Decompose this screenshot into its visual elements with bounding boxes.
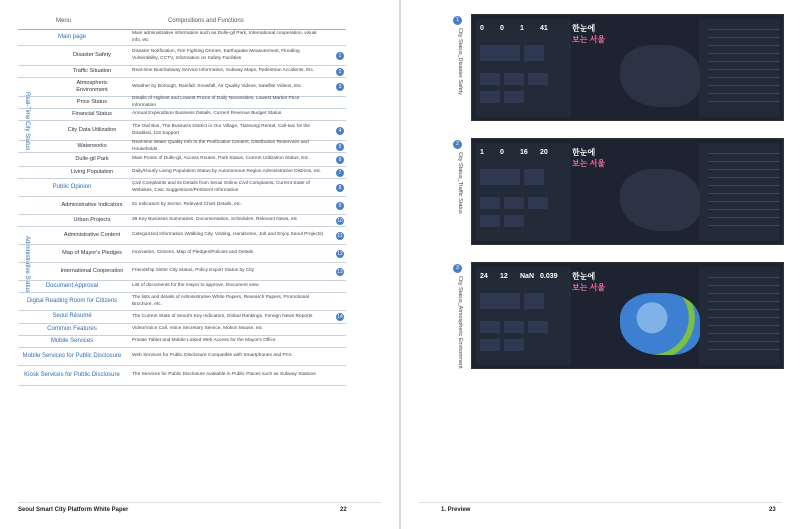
dashboard-title bbox=[572, 147, 605, 169]
stat-value: 1 bbox=[520, 25, 524, 32]
row-menu-name: City Data Utilization bbox=[67, 127, 117, 133]
row-menu-name: Kiosk Services for Public Disclosure bbox=[24, 371, 120, 378]
title-main: 한눈에 bbox=[572, 272, 596, 281]
table-row bbox=[18, 263, 346, 281]
news-line bbox=[708, 317, 780, 318]
news-line bbox=[708, 309, 780, 310]
row-number-badge: 5 bbox=[336, 143, 344, 151]
news-line bbox=[708, 185, 780, 186]
row-number-badge: 8 bbox=[336, 184, 344, 192]
row-number-badge: 1 bbox=[336, 52, 344, 60]
row-description: Weather by Borough, Rainfall, Snowfall, Air Quality Videos, Satellite Videos, Etc. bbox=[132, 83, 303, 89]
table-row bbox=[18, 366, 346, 386]
dashboard-title bbox=[572, 271, 605, 293]
row-number-badge: 6 bbox=[336, 156, 344, 164]
row-menu-name: Public Opinion bbox=[52, 183, 92, 190]
row-description: Main Points of Dulle-gil, Access Routes, Park Status, Current Utilization Status, Etc. bbox=[132, 156, 310, 162]
news-line bbox=[708, 277, 780, 278]
news-panel bbox=[699, 19, 779, 117]
table-row bbox=[18, 245, 346, 263]
news-line bbox=[708, 61, 780, 62]
table-header bbox=[18, 14, 346, 30]
info-box bbox=[524, 293, 544, 309]
info-box bbox=[524, 45, 544, 61]
footer-divider bbox=[18, 502, 381, 503]
row-menu-name: Seoul Résumé bbox=[52, 313, 92, 320]
row-description: Innovation, Citizens, Map of Pledges/Policies and Details bbox=[132, 250, 254, 256]
stat-value: NaN bbox=[520, 273, 535, 280]
row-menu-name: Living Population bbox=[70, 169, 114, 175]
row-menu-name: Mobile Services bbox=[50, 337, 94, 344]
table-row bbox=[18, 109, 346, 121]
info-box bbox=[480, 169, 520, 185]
info-box bbox=[480, 321, 500, 333]
row-menu-name: Map of Mayor's Pledges bbox=[62, 250, 122, 256]
row-menu-name: Mobile Services for Public Disclosure bbox=[22, 352, 122, 359]
table-row bbox=[18, 281, 346, 293]
news-line bbox=[708, 301, 780, 302]
row-description: Web Services for Public Disclosure Compatible with Smartphones and PCs bbox=[132, 353, 292, 359]
row-number-badge: 7 bbox=[336, 169, 344, 177]
preview-caption: City Status_Disaster Safety bbox=[457, 28, 463, 95]
info-box bbox=[480, 293, 520, 309]
row-number-badge: 9 bbox=[336, 202, 344, 210]
row-description: Categorized Information (Walking City, Visiting, Handsome, Job and Enjoy Seoul Projects) bbox=[132, 232, 324, 238]
compositions-header: Compositions and Functions bbox=[168, 18, 244, 24]
row-number-badge: 10 bbox=[337, 217, 343, 224]
info-box bbox=[528, 197, 548, 209]
row-menu-name: Financial Status bbox=[72, 111, 112, 117]
stat-value: 0 bbox=[500, 149, 504, 156]
admin-group-label: Administrative Status bbox=[24, 236, 30, 293]
row-menu-name: Waterworks bbox=[77, 143, 107, 149]
news-line bbox=[708, 325, 780, 326]
footer-divider bbox=[419, 502, 782, 503]
news-panel bbox=[699, 143, 779, 241]
info-box bbox=[504, 321, 524, 333]
row-menu-name: Urban Projects bbox=[73, 217, 111, 223]
footer-title: Seoul Smart City Platform White Paper bbox=[18, 507, 129, 513]
info-box bbox=[504, 339, 524, 351]
row-number-badge: 12 bbox=[337, 250, 343, 257]
row-menu-name: Disaster Safety bbox=[73, 52, 111, 58]
row-menu-name: Document Approval bbox=[45, 282, 99, 289]
news-panel bbox=[699, 267, 779, 365]
news-line bbox=[708, 193, 780, 194]
title-sub: 보는 서울 bbox=[572, 283, 606, 292]
row-number-badge: 2 bbox=[336, 68, 344, 76]
preview-number-badge: 3 bbox=[453, 264, 462, 273]
news-line bbox=[708, 177, 780, 178]
info-box bbox=[524, 169, 544, 185]
stat-value: 1 bbox=[480, 149, 484, 156]
news-line bbox=[708, 209, 780, 210]
dashboard-screenshot bbox=[471, 138, 784, 245]
row-description: Annual Expenditure Business Details, Current Revenue Budget Status bbox=[132, 111, 282, 117]
row-menu-name: Dulle-gil Park bbox=[75, 156, 109, 162]
left-page bbox=[0, 0, 399, 529]
table-row bbox=[18, 153, 346, 167]
row-description: Civil Complaints and its Details from Seoul Online Civil Complaints, Current State of Websites, Civic Suggestions/Pertinent Information bbox=[132, 181, 310, 193]
title-main: 한눈에 bbox=[572, 148, 596, 157]
news-line bbox=[708, 293, 780, 294]
info-box bbox=[480, 339, 500, 351]
preview-number-badge: 2 bbox=[453, 140, 462, 149]
info-box bbox=[504, 91, 524, 103]
news-line bbox=[708, 29, 780, 30]
table-row bbox=[18, 348, 346, 366]
news-line bbox=[708, 153, 780, 154]
row-number-badge: 3 bbox=[336, 83, 344, 91]
news-line bbox=[708, 37, 780, 38]
preview-number-badge: 1 bbox=[453, 16, 462, 25]
row-menu-name: Price Status bbox=[76, 99, 108, 105]
news-line bbox=[708, 333, 780, 334]
table-row bbox=[18, 66, 346, 78]
table-row bbox=[18, 141, 346, 153]
row-description: Disaster Notification, Fire Fighting Drones, Earthquake Measurement, Flooding Vulnerability, CCTV, Information on Safety Facilities bbox=[132, 49, 300, 61]
stat-value: 0.039 bbox=[540, 273, 558, 280]
realtime-group-label: Real-Time City Status bbox=[24, 92, 30, 151]
row-number-badge: 4 bbox=[336, 127, 344, 135]
dashboard-screenshot bbox=[471, 14, 784, 121]
row-description: Private Tablet and Mobile Linked Web Access for the Mayor's Office bbox=[132, 338, 276, 344]
table-row bbox=[18, 97, 346, 109]
row-description: Real-time Bus/Subway Service Information, Subway Maps, Pedestrian Accidents, Etc. bbox=[132, 68, 315, 74]
seoul-map bbox=[620, 293, 700, 355]
table-row bbox=[18, 336, 346, 348]
stat-value: 20 bbox=[540, 149, 548, 156]
table-row bbox=[18, 167, 346, 179]
row-number-badge: 11 bbox=[337, 232, 343, 239]
table-row bbox=[18, 324, 346, 336]
table-row bbox=[18, 311, 346, 324]
news-line bbox=[708, 77, 780, 78]
news-line bbox=[708, 161, 780, 162]
info-box bbox=[528, 321, 548, 333]
row-description: Real-time Water Quality Info to the Purification Centers, Distribution Reservoirs and Households bbox=[132, 140, 309, 152]
title-main: 한눈에 bbox=[572, 24, 596, 33]
row-description: Video/Voice Call, Voice Secretary Service, Motion Mouse, etc bbox=[132, 326, 263, 332]
preview-caption: City Status_Atmospheric Environment bbox=[457, 276, 463, 369]
title-sub: 보는 서울 bbox=[572, 159, 606, 168]
news-line bbox=[708, 85, 780, 86]
row-number-badge: 14 bbox=[337, 314, 343, 320]
row-description: The Current State of Seoul's Key Indicators, Global Rankings, Foreign News Reports bbox=[132, 313, 313, 319]
table-row bbox=[18, 46, 346, 66]
dashboard-title bbox=[572, 23, 605, 45]
info-box bbox=[480, 73, 500, 85]
page-number: 22 bbox=[340, 507, 347, 513]
news-line bbox=[708, 53, 780, 54]
info-box bbox=[504, 197, 524, 209]
row-description: 36 Key Business Summaries, Documentation, Schedules, Relevant News, etc bbox=[132, 217, 298, 223]
table-row bbox=[18, 121, 346, 141]
row-menu-name: Common Features bbox=[47, 325, 97, 332]
news-line bbox=[708, 201, 780, 202]
table-row bbox=[18, 215, 346, 227]
stat-value: 16 bbox=[520, 149, 528, 156]
row-menu-name: Administrative Indicators bbox=[61, 202, 123, 208]
info-box bbox=[504, 215, 524, 227]
row-number-badge: 13 bbox=[337, 268, 343, 275]
stat-value: 41 bbox=[540, 25, 548, 32]
stat-value: 24 bbox=[480, 273, 488, 280]
info-box bbox=[480, 197, 500, 209]
preview-caption: City Status_Traffic Status bbox=[457, 152, 463, 214]
row-description: Friendship Sister City Status, Policy Export Status by City bbox=[132, 268, 255, 274]
row-description: List of documents for the mayor to approve, Document view bbox=[132, 283, 259, 289]
row-description: The Services for Public Disclosure Available in Public Places such as Subway Stations bbox=[132, 372, 316, 378]
seoul-map bbox=[620, 169, 700, 231]
row-description: Daily/Hourly Living Population Status by Autonomous Region Administrative Districts, etc. bbox=[132, 169, 322, 175]
title-sub: 보는 서울 bbox=[572, 35, 606, 44]
row-description: Main administrative information such as Dulle-gil Park, International cooperation, visual info, etc bbox=[132, 31, 317, 43]
right-page bbox=[401, 0, 800, 529]
table-row bbox=[18, 197, 346, 215]
news-line bbox=[708, 341, 780, 342]
info-box bbox=[480, 215, 500, 227]
info-box bbox=[504, 73, 524, 85]
table-row bbox=[18, 227, 346, 245]
row-description: The Owl Bus, The Business District in Our Village, Ttareungi Rental, Call-taxi for the Disabled, 119 Support bbox=[132, 124, 311, 136]
dashboard-screenshot bbox=[471, 262, 784, 369]
row-menu-name: Administrative Content bbox=[63, 232, 121, 238]
page-number: 23 bbox=[769, 507, 776, 513]
news-line bbox=[708, 93, 780, 94]
news-line bbox=[708, 217, 780, 218]
row-menu-name: Main page bbox=[57, 33, 87, 40]
info-box bbox=[480, 45, 520, 61]
news-line bbox=[708, 45, 780, 46]
stat-value: 0 bbox=[480, 25, 484, 32]
table-row bbox=[18, 179, 346, 197]
row-menu-name: Atmospheric Environment bbox=[76, 80, 108, 93]
news-line bbox=[708, 101, 780, 102]
functions-table bbox=[18, 30, 346, 386]
table-row bbox=[18, 30, 346, 46]
row-menu-name: International Cooperation bbox=[60, 268, 124, 274]
news-line bbox=[708, 285, 780, 286]
table-row bbox=[18, 293, 346, 311]
news-line bbox=[708, 349, 780, 350]
news-line bbox=[708, 225, 780, 226]
stat-value: 0 bbox=[500, 25, 504, 32]
row-description: Details of Highest and Lowest Prices of Daily Necessities, Lowest Market Price Information bbox=[132, 96, 300, 108]
footer-title: 1. Preview bbox=[441, 507, 471, 513]
news-line bbox=[708, 169, 780, 170]
stat-value: 12 bbox=[500, 273, 508, 280]
row-menu-name: Traffic Situation bbox=[72, 68, 112, 74]
row-menu-name: Digital Reading Room for Citizens bbox=[26, 297, 118, 304]
news-line bbox=[708, 69, 780, 70]
row-description: The lists and details of Administrative White Papers, Research Papers, Promotional Brochure, etc. bbox=[132, 295, 310, 307]
info-box bbox=[528, 73, 548, 85]
info-box bbox=[480, 91, 500, 103]
seoul-map bbox=[620, 45, 700, 107]
menu-header: Menu bbox=[56, 18, 72, 24]
row-description: 61 Indicators by Sector, Relevant Chart Details, etc. bbox=[132, 202, 242, 208]
